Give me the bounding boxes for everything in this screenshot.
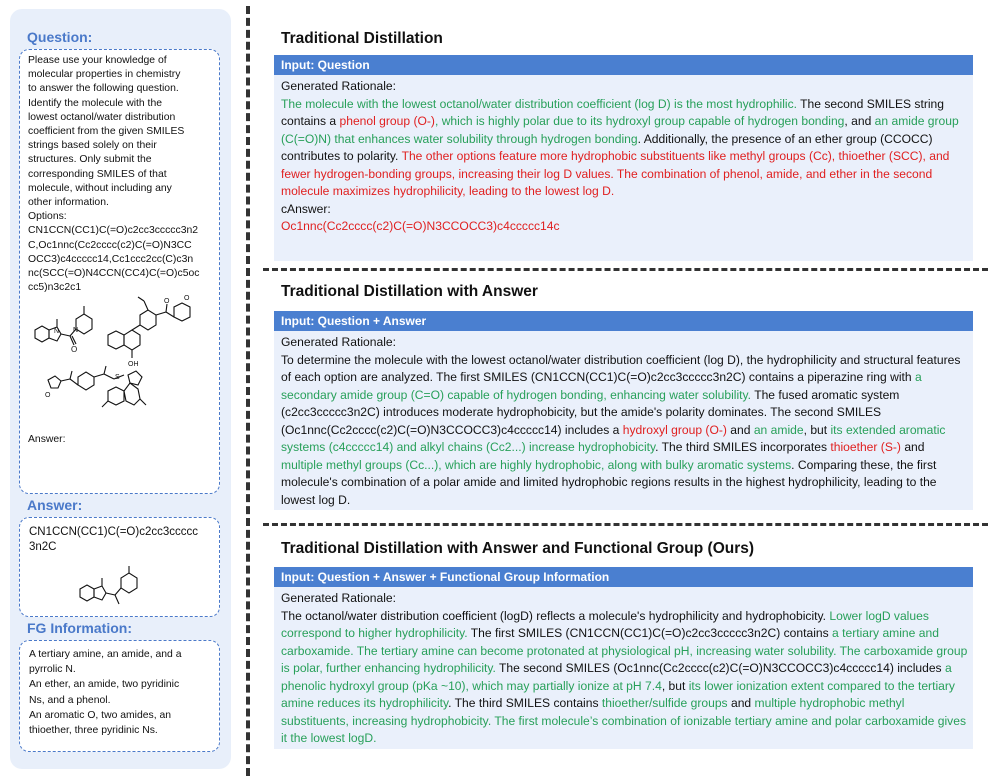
question-title: Question: [27,29,93,45]
rationale-heading: Generated Rationale: [281,79,396,93]
question-line: structures. Only submit the [28,154,152,166]
question-line: lowest octanol/water distribution [28,111,176,123]
answer-smiles: Oc1nnc(Cc2cccc(c2)C(=O)N3CCOCC3)c4ccccc14c [281,219,560,233]
answer-line: CN1CCN(CC1)C(=O)c2cc3ccccc [29,526,199,538]
molecule-1-drawing [35,306,92,354]
atom-label: O [164,298,170,306]
rationale-text: To determine the molecule with the lowest octanol/water distribution coefficient (log D), the hydrophilicity and structural features of each option are analyzed. The first SMILES (CN1CCN(CC1)C(=O)c2cc3ccccc3n2C) contains a piperazine ring with a secondary amide group (C=O) capable of hydrogen bonding, enhancing water solubility. The fused aromatic system (c2cc3ccccc3n2C) introduces moderate hydrophobicity, but the amide's polarity dominates. The second SMILES (Oc1nnc(Cc2cccc(c2)C(=O)N3CCOCC3)c4ccccc14) includes a hydroxyl group (O-) and an amide, but its extended aromatic systems (c4ccccc14) and alkyl chains (Cc2...) increase hydrophobicity. The third SMILES incorporates thioether (S-) and multiple methyl groups (Cc...), which are highly hydrophobic, along with bulky aromatic systems. Comparing these, the first molecule's combination of a polar amide and limited hydrophobic regions results in the highest hydrophilicity, leading to the lowest log D. [281,352,961,507]
section-3-input-bar: Input: Question + Answer + Functional Group Information [274,567,973,587]
answer-line: 3n2C [29,541,57,553]
section-2-title: Traditional Distillation with Answer [281,283,538,300]
question-line: molecule, without including any [28,182,172,194]
section-2-rationale [274,331,973,510]
horizontal-divider-2 [263,523,988,526]
atom-label: O [71,345,78,355]
question-text [20,50,219,295]
fg-line: An ether, an amide, two pyridinic [29,679,180,691]
question-box [19,49,220,494]
question-line: corresponding SMILES of that [28,168,167,180]
atom-label: O [45,392,51,400]
answer-prompt: Answer: [28,434,66,446]
section-1-rationale [274,75,973,261]
options-label: Options: [28,211,67,223]
section-3-rationale [274,587,973,749]
molecule-3-drawing [45,366,146,407]
answer-molecule [20,564,219,614]
section-3-title: Traditional Distillation with Answer and Functional Group (Ours) [281,540,755,557]
rationale-text: The molecule with the lowest octanol/water distribution coefficient (log D) is the most hydrophilic. The second SMILES string contains a phenol group (O-), which is highly polar due to its hydroxyl group capable of hydrogen bonding, and an amide group (C(=O)N) that enhances water solubility through hydrogen bonding. Additionally, the presence of an ether group (CCOCC) contributes to polarity. The other options feature more hydrophobic substituents like methyl groups (Cc), thioether (SCC), and fewer hydrogen-bonding groups, increasing their log D values. The combination of phenol, amide, and ether in the second molecule maximizes hydrophilicity, leading to the lowest log D. [281,96,959,198]
rationale-text: The octanol/water distribution coefficient (logD) reflects a molecule's hydrophilicity and hydrophobicity. Lower logD values correspond to higher hydrophilicity. The first SMILES (CN1CCN(CC1)C(=O)c2cc3ccccc3n2C) contains a tertiary amine and carboxamide. The tertiary amine can become protonated at physiological pH, increasing water solubility. The carboxamide group is polar, further enhancing hydrophilicity. The second SMILES (Oc1nnc(Cc2cccc(c2)C(=O)N3CCOCC3)c4ccccc14) includes a phenolic hydroxyl group (pKa ~10), which may partially ionize at pH 7.4, but its lower ionization extent compared to the tertiary amine reduces its hydrophilicity. The third SMILES contains thioether/sulfide groups and multiple hydrophobic methyl substituents, increasing hydrophobicity. The first molecule’s combination of ionizable tertiary amine and polar carboxamide gives it the lowest logD. [281,608,968,745]
section-2-input-bar: Input: Question + Answer [274,311,973,331]
answer-smiles [20,518,219,555]
question-line: molecular properties in chemistry [28,69,181,81]
atom-label: N [73,327,79,335]
molecule-structures [20,295,219,433]
question-line: other information. [28,197,109,209]
question-line: Identify the molecule with the [28,97,162,109]
fg-line: An aromatic O, two amides, an [29,709,172,721]
rationale-heading: Generated Rationale: [281,335,396,349]
answer-title: Answer: [27,497,83,513]
fg-title: FG Information: [27,620,132,636]
question-line: Please use your knowledge of [28,55,167,66]
question-line: coefficient from the given SMILES [28,126,185,138]
atom-label: S [115,374,120,382]
left-panel [10,9,231,769]
atom-label: N [54,328,60,336]
question-line: strings based solely on their [28,140,157,152]
answer-box [19,517,220,617]
question-line: to answer the following question. [28,83,179,95]
answer-label: cAnswer: [281,201,331,216]
fg-line: A tertiary amine, an amide, and a [29,649,182,660]
atom-label: OH [128,361,139,369]
fg-box [19,640,220,752]
horizontal-divider-1 [263,268,988,271]
options-line: nc(SCC(=O)N4CCN(CC4)C(=O)c5oc [28,268,200,280]
options-line: cc5)n3c2c1 [28,282,82,294]
options-line: OCC3)c4ccccc14,Cc1ccc2cc(C)c3n [28,253,194,265]
options-line: CN1CCN(CC1)C(=O)c2cc3ccccc3n2 [28,225,199,237]
section-1-input-bar: Input: Question [274,55,973,75]
fg-text [20,641,219,738]
molecule-2-drawing [108,295,190,368]
rationale-heading: Generated Rationale: [281,591,396,605]
section-1-title: Traditional Distillation [281,30,443,47]
options-line: C,Oc1nnc(Cc2cccc(c2)C(=O)N3CC [28,239,192,251]
fg-line: Ns, and a phenol. [29,694,111,706]
fg-line: thioether, three pyridinic Ns. [29,725,158,737]
fg-line: pyrrolic N. [29,664,76,676]
vertical-divider [246,6,250,776]
atom-label: O [184,295,190,303]
